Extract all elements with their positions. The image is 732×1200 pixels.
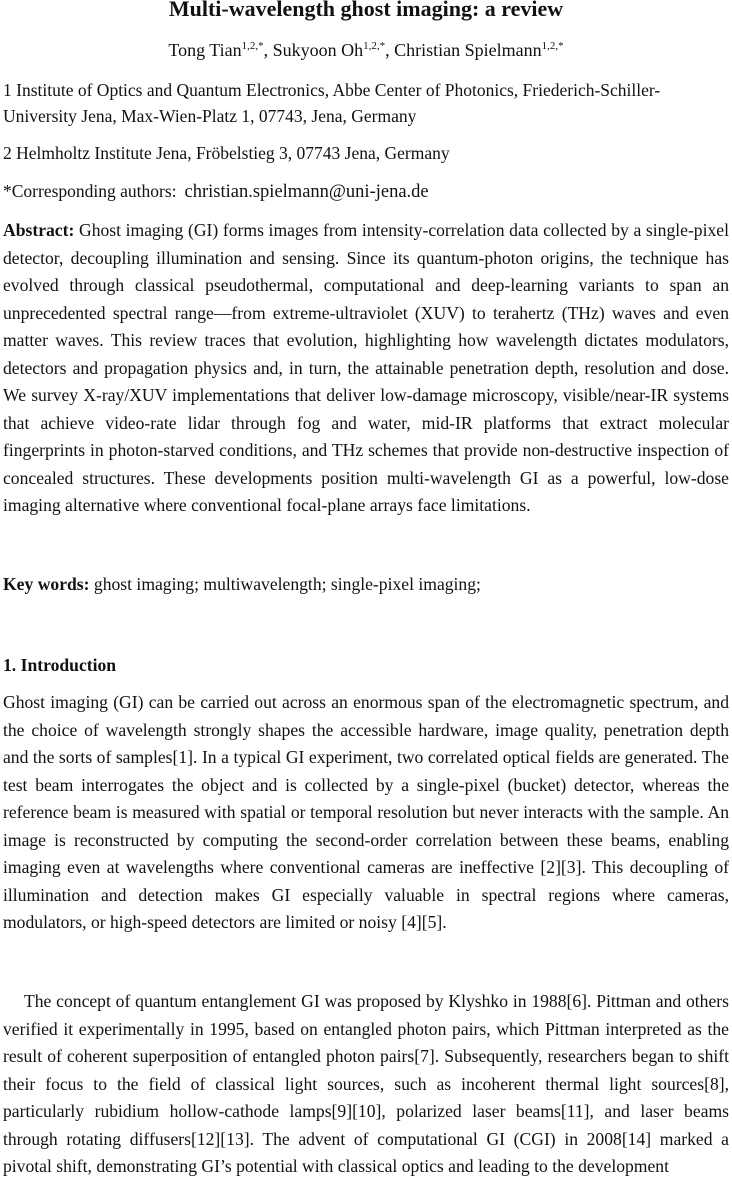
- author-name: Christian Spielmann: [394, 40, 542, 60]
- abstract-text: Ghost imaging (GI) forms images from intensity-correlation data collected by a single-pixel detector, decoupling illumination and sensing. Since its quantum-photon origins, the technique has evolved through classical pseudothermal, computational and deep-learning variants to span an unprecedented spectral range—from extreme-ultraviolet (XUV) to terahertz (THz) waves and even matter waves. This review traces that evolution, highlighting how wavelength dictates modulators, detectors and propagation physics and, in turn, the attainable penetration depth, resolution and dose. We survey X-ray/XUV implementations that deliver low-damage microscopy, visible/near-IR systems that achieve video-rate lidar through fog and water, mid-IR platforms that extract molecular fingerprints in photon-starved conditions, and THz schemes that provide non-destructive inspection of concealed structures. These developments position multi-wavelength GI as a powerful, low-dose imaging alternative where conventional focal-plane arrays face limitations.: [3, 220, 729, 515]
- author-affiliation-marker: 1,2,*: [363, 40, 386, 52]
- author-separator: ,: [263, 40, 273, 60]
- author-affiliation-marker: 1,2,*: [541, 40, 564, 52]
- affiliation-1: 1 Institute of Optics and Quantum Electronics, Abbe Center of Photonics, Friederich-Schiller-University Jena, Max-Wien-Platz 1, 07743, Jena, Germany: [3, 80, 661, 126]
- keywords: [3, 571, 481, 598]
- author-name: Sukyoon Oh: [272, 40, 364, 60]
- body-paragraph: The concept of quantum entanglement GI was proposed by Klyshko in 1988[6]. Pittman and others verified it experimentally in 1995, based on entangled photon pairs, which Pittman interpreted as the result of coherent superposition of entangled photon pairs[7]. Subsequently, researchers began to shift their focus to the field of classical light sources, such as incoherent thermal light sources[8], particularly rubidium hollow-cathode lamps[9][10], polarized laser beams[11], and laser beams through rotating diffusers[12][13]. The advent of computational GI (CGI) in 2008[14] marked a pivotal shift, demonstrating GI’s potential with classical optics and leading to the development: [3, 991, 729, 1176]
- abstract: [3, 217, 729, 520]
- keywords-text: ghost imaging; multiwavelength; single-pixel imaging;: [93, 574, 481, 594]
- author-list: [0, 38, 732, 62]
- author-separator: ,: [385, 40, 395, 60]
- paper-title: Multi-wavelength ghost imaging: a review: [168, 0, 564, 21]
- corresponding-authors: [3, 178, 429, 205]
- corresponding-label: *Corresponding authors:: [3, 181, 177, 201]
- section-heading-introduction: 1. Introduction: [3, 655, 117, 675]
- abstract-label: Abstract:: [3, 220, 75, 240]
- body-paragraph: Ghost imaging (GI) can be carried out across an enormous span of the electromagnetic spectrum, and the choice of wavelength strongly shapes the accessible hardware, image quality, penetration depth and the sorts of samples[1]. In a typical GI experiment, two correlated optical fields are generated. The test beam interrogates the object and is collected by a single-pixel (bucket) detector, whereas the reference beam is measured with spatial or temporal resolution but never interacts with the sample. An image is reconstructed by computing the second-order correlation between these beams, enabling imaging even at wavelengths where conventional cameras are ineffective [2][3]. This decoupling of illumination and detection makes GI especially valuable in spectral regions where cameras, modulators, or high-speed detectors are limited or noisy [4][5].: [3, 692, 729, 932]
- affiliation-2: 2 Helmholtz Institute Jena, Fröbelstieg 3, 07743 Jena, Germany: [3, 143, 450, 163]
- author-name: Tong Tian: [168, 40, 242, 60]
- author-affiliation-marker: 1,2,*: [241, 40, 264, 52]
- corresponding-email-link[interactable]: christian.spielmann@uni-jena.de: [184, 182, 429, 202]
- keywords-label: Key words:: [3, 574, 90, 594]
